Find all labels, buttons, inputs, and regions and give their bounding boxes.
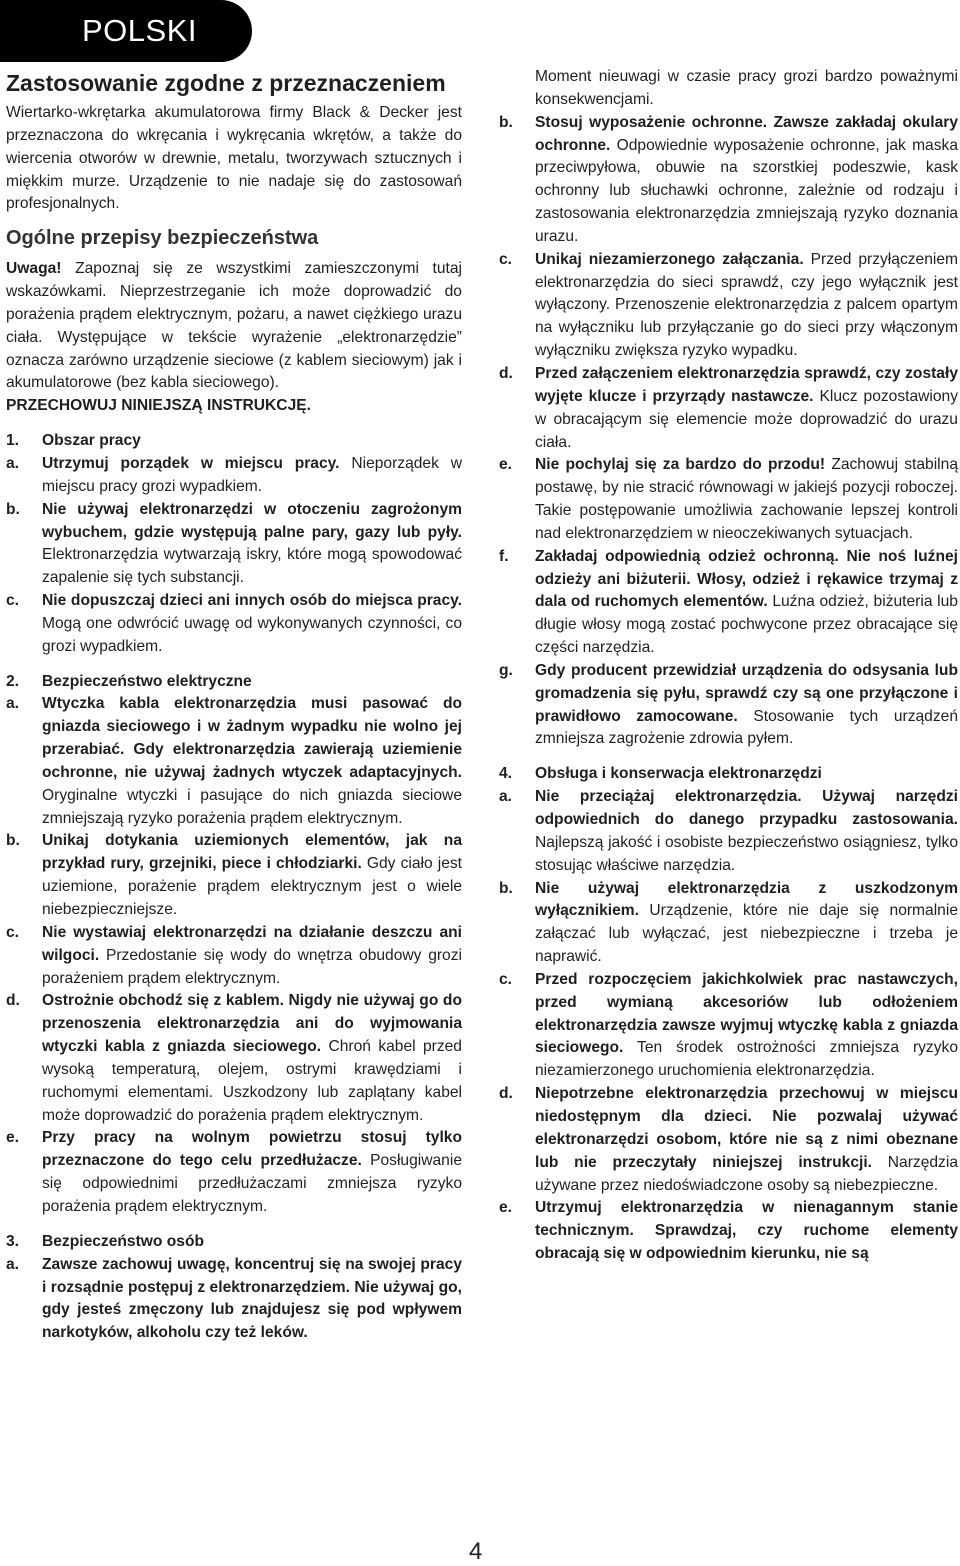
section-number: 4. bbox=[499, 765, 513, 783]
section-title: Obsługa i konserwacja elektronarzędzi bbox=[535, 765, 822, 783]
list-item-continued bbox=[499, 66, 958, 112]
section-heading bbox=[6, 671, 462, 694]
item-bold: Utrzymuj porządek w miejscu pracy. bbox=[42, 454, 340, 472]
item-label: a. bbox=[6, 454, 20, 472]
item-text: Najlepszą jakość i osobiste bezpieczeństwo osiągniesz, tylko stosując właściwe narzędzia. bbox=[535, 833, 958, 874]
list-item bbox=[499, 454, 958, 545]
item-body bbox=[535, 249, 958, 363]
section-number: 2. bbox=[6, 672, 20, 690]
list-item bbox=[499, 1083, 958, 1197]
item-label: f. bbox=[499, 547, 509, 565]
item-text: Moment nieuwagi w czasie pracy grozi bardzo poważnymi konsekwencjami. bbox=[535, 68, 958, 108]
item-body bbox=[42, 590, 462, 659]
list-item bbox=[499, 969, 958, 1083]
item-bold: Niepotrzebne elektronarzędzia przechowuj w miejscu niedostępnym dla dzieci. Nie pozwalaj używać elektronarzędzi osobom, które nie są z nimi obeznane lub nie przeczytały niniejszej instrukcji. bbox=[535, 1085, 958, 1171]
language-tab: POLSKI bbox=[0, 0, 252, 62]
item-bold: Nie używaj elektronarzędzia z uszkodzonym wyłącznikiem. bbox=[535, 879, 958, 920]
section-title: Obszar pracy bbox=[42, 432, 141, 450]
item-body bbox=[535, 878, 958, 969]
item-text: Stosowanie tych urządzeń zmniejsza zagrożenie zdrowia pyłem. bbox=[535, 707, 958, 748]
item-body bbox=[42, 990, 462, 1127]
item-body bbox=[42, 922, 462, 991]
item-body bbox=[42, 830, 462, 921]
intended-use-text: Wiertarko-wkrętarka akumulatorowa firmy Black & Decker jest przeznaczona do wkręcania i wykręcania wkrętów, a także do wiercenia otworów w drewnie, metalu, tworzywach sztucznych i miękkim murze. Urządzenie to nie nadaje się do zastosowań profesjonalnych. bbox=[6, 104, 462, 213]
item-bold: Gdy producent przewidział urządzenia do odsysania lub gromadzenia się pyłu, sprawdź czy są one przyłączone i prawidłowo zamocowane. bbox=[535, 661, 958, 725]
item-label: b. bbox=[499, 879, 513, 897]
item-text: Nieporządek w miejscu pracy grozi wypadkiem. bbox=[42, 454, 462, 495]
item-body bbox=[535, 363, 958, 454]
list-item bbox=[6, 499, 462, 590]
general-warning bbox=[6, 258, 462, 395]
right-column bbox=[499, 66, 958, 1266]
intended-use-title: Zastosowanie zgodne z przeznaczeniem bbox=[6, 70, 446, 96]
page-number: 4 bbox=[469, 1538, 483, 1565]
item-bold: Zakładaj odpowiednią odzież ochronną. Nie noś luźnej odzieży ani biżuterii. Włosy, odzież i rękawice trzymaj z dala od ruchomych elementów. bbox=[535, 547, 958, 611]
item-label: e. bbox=[499, 1199, 513, 1217]
list-item bbox=[6, 453, 462, 499]
item-bold: Unikaj niezamierzonego załączania. bbox=[535, 250, 804, 268]
left-column bbox=[6, 66, 462, 1345]
item-label: g. bbox=[499, 661, 513, 679]
item-text: Klucz pozostawiony w obracającym się elemencie może doprowadzić do urazu ciała. bbox=[535, 387, 958, 451]
item-text: Przedostanie się wody do wnętrza obudowy grozi porażeniem prądem elektrycznym. bbox=[42, 946, 462, 987]
list-item bbox=[6, 693, 462, 830]
section-heading bbox=[6, 1231, 462, 1254]
item-bold: Ostrożnie obchodź się z kablem. Nigdy nie używaj go do przenoszenia elektronarzędzia ani do wyjmowania wtyczki kabla z gniazda sieciowego. bbox=[42, 992, 462, 1056]
keep-instructions: PRZECHOWUJ NINIEJSZĄ INSTRUKCJĘ. bbox=[6, 397, 311, 415]
item-label: a. bbox=[499, 788, 513, 806]
item-body bbox=[535, 969, 958, 1083]
item-text: Zachowuj stabilną postawę, by nie stracić równowagi w jakiejś pozycji roboczej. Takie postępowanie umożliwia zachowanie lepszej kontroli nad elektronarzędziem w nieoczekiwanych sytuacjach. bbox=[535, 456, 958, 542]
item-bold: Nie dopuszczaj dzieci ani innych osób do miejsca pracy. bbox=[42, 592, 462, 610]
item-body bbox=[42, 1127, 462, 1218]
list-item bbox=[499, 878, 958, 969]
item-body bbox=[535, 454, 958, 545]
list-item bbox=[499, 660, 958, 751]
list-item bbox=[6, 830, 462, 921]
list-item bbox=[499, 786, 958, 877]
item-body bbox=[535, 786, 958, 877]
item-label: d. bbox=[499, 1085, 513, 1103]
list-item bbox=[6, 990, 462, 1127]
section-heading bbox=[499, 763, 958, 786]
item-label: c. bbox=[6, 923, 20, 941]
item-body bbox=[535, 660, 958, 751]
warning-text: Zapoznaj się ze wszystkimi zamieszczonymi tutaj wskazówkami. Nieprzestrzeganie ich może doprowadzić do porażenia prądem elektrycznym, pożaru, a nawet ciężkiego urazu ciała. Występujące w tekście wyrażenie „elektronarzędzie” oznacza zarówno urządzenie sieciowe (z kablem sieciowym) jak i akumulatorowe (bez kabla sieciowego). bbox=[6, 260, 462, 392]
section-number: 1. bbox=[6, 432, 20, 450]
item-label: d. bbox=[6, 992, 20, 1010]
item-body bbox=[535, 112, 958, 249]
item-bold: Przy pracy na wolnym powietrzu stosuj tylko przeznaczone do tego celu przedłużacze. bbox=[42, 1129, 462, 1170]
item-text: Chroń kabel przed wysoką temperaturą, olejem, ostrymi krawędziami i ruchomymi elementami. Uszkodzony lub zaplątany kabel może doprowadzić do porażenia prądem elektrycznym. bbox=[42, 1038, 462, 1124]
item-text: Urządzenie, które nie daje się normalnie załączać lub wyłączać, jest niebezpieczne i trzeba je naprawić. bbox=[535, 902, 958, 966]
item-label: c. bbox=[6, 592, 20, 610]
list-item bbox=[499, 363, 958, 454]
item-label: e. bbox=[499, 456, 513, 474]
item-text: Narzędzia używane przez niedoświadczone osoby są niebezpieczne. bbox=[535, 1153, 958, 1194]
item-bold: Utrzymuj elektronarzędzia w nienagannym stanie technicznym. Sprawdzaj, czy ruchome elementy obracają się w odpowiednim kierunku, nie są bbox=[535, 1199, 958, 1263]
item-bold: Wtyczka kabla elektronarzędzia musi pasować do gniazda sieciowego i w żadnym wypadku nie wolno jej przerabiać. Gdy elektronarzędzia zawierają uziemienie ochronne, nie używaj żadnych wtyczek adaptacyjnych. bbox=[42, 695, 462, 781]
item-text: Posługiwanie się odpowiednimi przedłużaczami zmniejsza ryzyko porażenia prądem elektrycznym. bbox=[42, 1152, 462, 1215]
list-item bbox=[6, 922, 462, 991]
item-bold: Stosuj wyposażenie ochronne. Zawsze zakładaj okulary ochronne. bbox=[535, 113, 958, 154]
list-item bbox=[499, 112, 958, 249]
item-body bbox=[535, 1197, 958, 1266]
item-label: e. bbox=[6, 1129, 20, 1147]
item-label: b. bbox=[6, 832, 20, 850]
list-item bbox=[6, 590, 462, 659]
item-label: b. bbox=[6, 500, 20, 518]
item-body bbox=[42, 693, 462, 830]
section-number: 3. bbox=[6, 1232, 20, 1250]
section-title: Bezpieczeństwo elektryczne bbox=[42, 672, 252, 690]
item-text: Oryginalne wtyczki i pasujące do nich gniazda sieciowe zmniejszają ryzyko porażenia prądem elektrycznym. bbox=[42, 786, 462, 827]
item-body bbox=[42, 1254, 462, 1345]
item-label: a. bbox=[6, 695, 20, 713]
item-text: Luźna odzież, biżuteria lub długie włosy mogą zostać pochwycone przez obracające się części narzędzia. bbox=[535, 593, 958, 657]
item-bold: Nie pochylaj się za bardzo do przodu! bbox=[535, 456, 826, 474]
item-text: Elektronarzędzia wytwarzają iskry, które mogą spowodować zapalenie się tych substancji. bbox=[42, 546, 462, 587]
item-body bbox=[535, 1083, 958, 1197]
list-item bbox=[499, 546, 958, 660]
item-text: Mogą one odwrócić uwagę od wykonywanych czynności, co grozi wypadkiem. bbox=[42, 614, 462, 655]
list-item bbox=[6, 1127, 462, 1218]
item-bold: Nie przeciążaj elektronarzędzia. Używaj narzędzi odpowiednich do danego przypadku zastosowania. bbox=[535, 788, 958, 828]
item-bold: Nie używaj elektronarzędzi w otoczeniu zagrożonym wybuchem, gdzie występują palne pary, gazy lub pyły. bbox=[42, 500, 462, 541]
section-title: Bezpieczeństwo osób bbox=[42, 1232, 205, 1250]
item-body bbox=[42, 453, 462, 499]
item-body bbox=[535, 546, 958, 660]
item-bold: Nie wystawiaj elektronarzędzi na działanie deszczu ani wilgoci. bbox=[42, 923, 462, 964]
item-body bbox=[42, 499, 462, 590]
item-label: c. bbox=[499, 250, 513, 268]
item-label: a. bbox=[6, 1255, 20, 1273]
item-text: Odpowiednie wyposażenie ochronne, jak maska przeciwpyłowa, obuwie na szorstkiej podeszwie, kask ochronny lub słuchawki ochronne, zależnie od rodzaju i zastosowania elektronarzędzia zmniejszają ryzyko doznania urazu. bbox=[535, 136, 958, 245]
item-text: Gdy ciało jest uziemione, porażenie prądem elektrycznym jest o wiele niebezpieczniejsze. bbox=[42, 855, 462, 918]
item-bold: Zawsze zachowuj uwagę, koncentruj się na swojej pracy i rozsądnie postępuj z elektronarzędziem. Nie używaj go, gdy jesteś zmęczony lub znajdujesz się pod wpływem narkotyków, alkoholu czy też leków. bbox=[42, 1255, 462, 1342]
general-safety-title: Ogólne przepisy bezpieczeństwa bbox=[6, 227, 319, 250]
warning-label: Uwaga! bbox=[6, 260, 62, 278]
list-item bbox=[499, 1197, 958, 1266]
section-heading bbox=[6, 430, 462, 453]
item-bold: Przed załączeniem elektronarzędzia sprawdź, czy zostały wyjęte klucze i przyrządy nastawcze. bbox=[535, 364, 958, 405]
item-label: d. bbox=[499, 364, 513, 382]
item-body bbox=[535, 66, 958, 112]
item-bold: Unikaj dotykania uziemionych elementów, jak na przykład rury, grzejniki, piece i chłodziarki. bbox=[42, 832, 462, 873]
item-text: Ten środek ostrożności zmniejsza ryzyko niezamierzonego uruchomienia elektronarzędzia. bbox=[535, 1039, 958, 1080]
item-text: Przed przyłączeniem elektronarzędzia do sieci sprawdź, czy jego wyłącznik jest wyłączony. Przenoszenie elektronarzędzia z palcem opartym na wyłączniku lub przyłączanie go do sieci przy włączonym wyłączniku zwiększa ryzyko wypadku. bbox=[535, 250, 959, 360]
list-item bbox=[6, 1254, 462, 1345]
item-label: b. bbox=[499, 113, 513, 131]
item-bold: Przed rozpoczęciem jakichkolwiek prac nastawczych, przed wymianą akcesoriów lub odłożeniem elektronarzędzia zawsze wyjmuj wtyczkę kabla z gniazda sieciowego. bbox=[535, 970, 958, 1057]
item-label: c. bbox=[499, 970, 513, 988]
list-item bbox=[499, 249, 958, 363]
